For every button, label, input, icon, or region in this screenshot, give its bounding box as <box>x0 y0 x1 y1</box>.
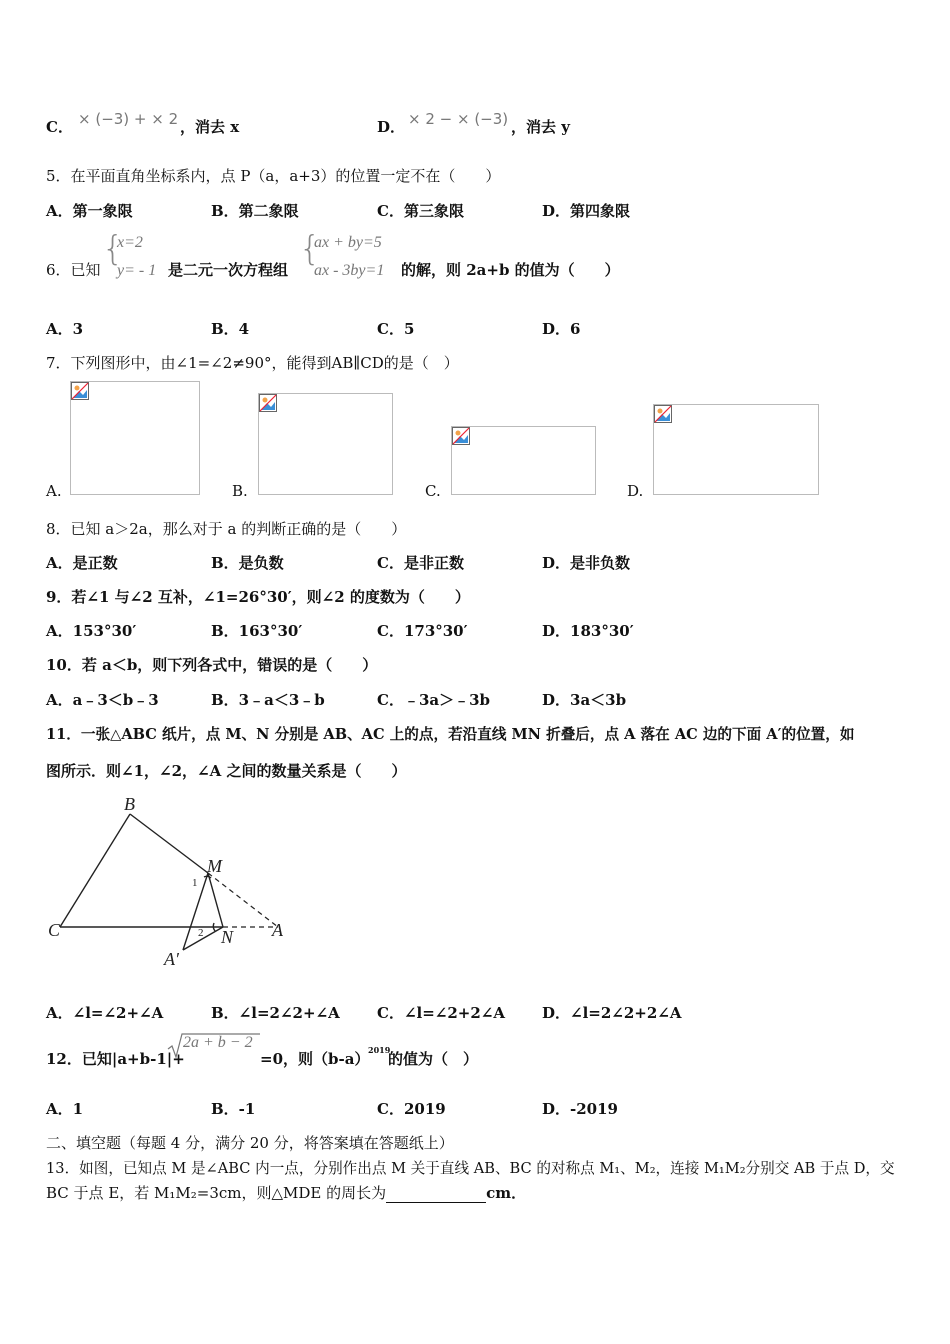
q6-option-c: C．5 <box>377 320 415 338</box>
q5-stem: 5．在平面直角坐标系内，点 P（a，a+3）的位置一定不在（ ） <box>46 167 501 185</box>
q7-option-b-figure <box>258 393 393 495</box>
q12-option-c: C．2019 <box>377 1100 446 1118</box>
q13-stem-line1: 13．如图，已知点 M 是∠ABC 内一点，分别作出点 M 关于直线 AB、BC 的对称点 M₁、M₂，连接 M₁M₂分别交 AB 于点 D，交 <box>46 1160 895 1177</box>
q7-option-a-label: A. <box>46 482 62 500</box>
q12-option-a: A．1 <box>46 1100 84 1118</box>
q4-option-c-tail: ，消去 x <box>180 118 240 136</box>
q5-option-d: D．第四象限 <box>542 202 631 220</box>
q5-option-a: A．第一象限 <box>46 202 133 220</box>
q10-option-b: B．3﹣a＜3﹣b <box>211 691 325 709</box>
q7-option-a-figure <box>70 381 200 495</box>
q9-option-d: D．183°30′ <box>542 622 634 640</box>
q7-stem: 7．下列图形中，由∠1=∠2≠90°，能得到AB∥CD的是（ ） <box>46 354 459 372</box>
q4-option-d-tail: ，消去 y <box>511 118 570 136</box>
label-b: B <box>124 794 135 814</box>
q11-option-b: B．∠l=2∠2+∠A <box>211 1004 340 1022</box>
q12-exponent: 2019 <box>368 1045 391 1055</box>
q6-system2-line1: ax + by=5 <box>314 234 382 251</box>
q5-option-c: C．第三象限 <box>377 202 464 220</box>
q10-option-d: D．3a＜3b <box>542 691 627 709</box>
q12-option-b: B．-1 <box>211 1100 256 1118</box>
broken-image-icon <box>259 394 277 412</box>
edge-bc <box>60 814 130 927</box>
q9-option-c: C．173°30′ <box>377 622 468 640</box>
label-angle-1: 1 <box>192 877 198 889</box>
q12-radicand: 2a + b − 2 <box>183 1034 253 1051</box>
label-a: A <box>272 920 283 940</box>
q7-option-d-figure <box>653 404 819 495</box>
q11-stem-line2: 图所示．则∠1，∠2，∠A 之间的数量关系是（ ） <box>46 762 407 780</box>
q6-number: 6．已知 <box>46 261 101 279</box>
q7-option-b-label: B. <box>232 482 248 500</box>
q12-prefix: 12．已知|a+b-1|+ <box>46 1050 185 1068</box>
q7-option-c-figure <box>451 426 596 495</box>
q8-option-a: A．是正数 <box>46 554 118 572</box>
q5-option-b: B．第二象限 <box>211 202 299 220</box>
q8-option-b: B．是负数 <box>211 554 284 572</box>
edge-bm <box>130 814 208 873</box>
q12-tail: 的值为（ ） <box>388 1050 479 1068</box>
section-2-heading: 二、填空题（每题 4 分，满分 20 分，将答案填在答题纸上） <box>46 1134 454 1152</box>
q10-option-c: C．﹣3a＞﹣3b <box>377 691 491 709</box>
q11-option-a: A．∠l=∠2+∠A <box>46 1004 164 1022</box>
label-n: N <box>221 927 234 947</box>
q6-system1-line2: y= - 1 <box>117 262 157 279</box>
q10-option-a: A．a﹣3＜b﹣3 <box>46 691 159 709</box>
q13-stem-line2 <box>46 1182 526 1203</box>
q13-answer-blank[interactable] <box>386 1188 486 1203</box>
label-c: C <box>48 920 61 940</box>
q11-option-c: C．∠l=∠2+2∠A <box>377 1004 505 1022</box>
q9-stem: 9．若∠1 与∠2 互补，∠1=26°30′，则∠2 的度数为（ ） <box>46 588 470 606</box>
q13-line2-text: BC 于点 E，若 M₁M₂=3cm，则△MDE 的周长为 <box>46 1184 387 1202</box>
q8-stem: 8．已知 a＞2a，那么对于 a 的判断正确的是（ ） <box>46 520 407 538</box>
q6-system1-line1: x=2 <box>117 234 143 251</box>
q6-brace-2: { <box>299 229 321 269</box>
q7-option-d-label: D. <box>627 482 644 500</box>
q11-triangle-figure <box>40 790 300 975</box>
q9-option-a: A．153°30′ <box>46 622 137 640</box>
fold-line-mn <box>208 873 223 927</box>
q13-unit: cm． <box>486 1184 527 1202</box>
q8-option-c: C．是非正数 <box>377 554 464 572</box>
broken-image-icon <box>452 427 470 445</box>
angle-1-arc <box>204 876 211 878</box>
broken-image-icon <box>71 382 89 400</box>
q6-system2-line2: ax - 3by=1 <box>314 262 385 279</box>
q8-option-d: D．是非负数 <box>542 554 631 572</box>
q6-option-b: B．4 <box>211 320 250 338</box>
q11-option-d: D．∠l=2∠2+2∠A <box>542 1004 682 1022</box>
q12-option-d: D．-2019 <box>542 1100 618 1118</box>
dashed-ma <box>208 873 278 927</box>
label-m: M <box>207 856 222 876</box>
q6-middle-text: 是二元一次方程组 <box>168 261 289 279</box>
q4-option-d-label: D． <box>377 118 406 136</box>
q9-option-b: B．163°30′ <box>211 622 303 640</box>
q10-stem: 10．若 a＜b，则下列各式中，错误的是（ ） <box>46 656 378 674</box>
q6-option-d: D．6 <box>542 320 581 338</box>
label-a-prime: A′ <box>164 949 179 969</box>
q6-tail: 的解，则 2a+b 的值为（ ） <box>401 261 620 279</box>
q4-option-d-expression: × 2 − × (−3) <box>408 110 509 128</box>
label-angle-2: 2 <box>198 927 204 939</box>
q4-option-c-expression: × (−3) + × 2 <box>78 110 179 128</box>
broken-image-icon <box>654 405 672 423</box>
q12-middle: =0，则（b-a） <box>260 1050 370 1068</box>
q7-option-c-label: C. <box>425 482 441 500</box>
q11-stem-line1: 11．一张△ABC 纸片，点 M、N 分别是 AB、AC 上的点，若沿直线 MN 折叠后，点 A 落在 AC 边的下面 A′的位置，如 <box>46 726 855 743</box>
q6-brace-1: { <box>102 229 124 269</box>
q4-option-c-label: C． <box>46 118 73 136</box>
q6-option-a: A．3 <box>46 320 84 338</box>
